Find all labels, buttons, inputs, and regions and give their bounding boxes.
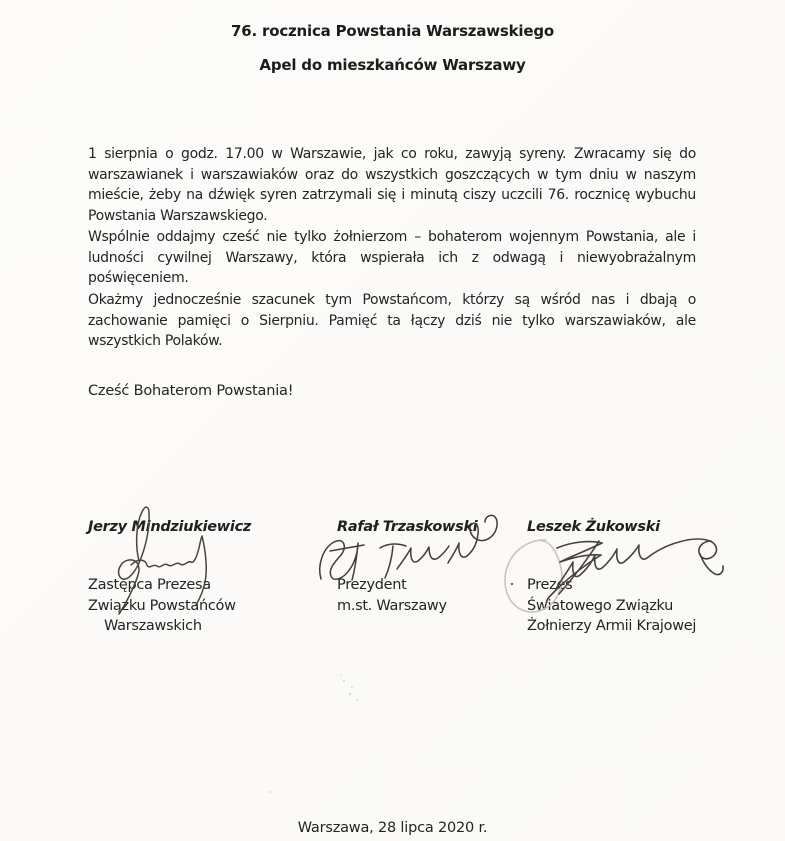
paragraph-tribute: Wspólnie oddajmy cześć nie tylko żołnierzom – bohaterom wojennym Powstania, ale i ludności cywilnej Warszawy, która wspierała ich z odwagą i niewyobrażalnym poświęceniem. [88, 229, 696, 287]
signatory-titles [88, 575, 313, 637]
heading-line-2: Apel do mieszkańców Warszawy [259, 56, 526, 74]
signatory-title-line: Warszawskich [104, 618, 202, 634]
dateline: Warszawa, 28 lipca 2020 r. [297, 820, 488, 836]
signatory-jerzy-mindziukiewicz [88, 519, 313, 637]
signatory-leszek-zukowski [527, 519, 772, 637]
signatory-name: Rafał Trzaskowski [337, 519, 478, 535]
signatory-title-line: Prezydent [337, 577, 407, 593]
signatory-title-line: m.st. Warszawy [337, 597, 447, 614]
signatory-titles [337, 575, 522, 616]
heading-line-1: 76. rocznica Powstania Warszawskiego [231, 22, 554, 40]
salute-line: Cześć Bohaterom Powstania! [88, 383, 294, 399]
signatory-title-line: Związku Powstańców [88, 597, 236, 614]
signatory-rafal-trzaskowski [337, 519, 522, 616]
signatory-title-line: Prezes [527, 577, 573, 593]
signatory-title-line: Zastępca Prezesa [88, 577, 211, 593]
signatory-name: Jerzy Mindziukiewicz [88, 519, 252, 535]
paragraph-sirens: 1 sierpnia o godz. 17.00 w Warszawie, jak co roku, zawyją syreny. Zwracamy się do warszawianek i warszawiaków oraz do wszystkich goszczących w tym dniu w naszym mieście, żeby na dźwięk syren zatrzymali się i minutą ciszy uczcili 76. rocznicę wybuchu Powstania Warszawskiego. [88, 146, 696, 225]
signatory-name: Leszek Żukowski [527, 519, 660, 535]
document-heading [0, 21, 785, 89]
signatory-title-line: Światowego Związku [527, 597, 674, 614]
signatory-title-line: Żołnierzy Armii Krajowej [527, 618, 697, 634]
signatory-titles [527, 575, 772, 637]
paragraph-respect: Okażmy jednocześnie szacunek tym Powstańcom, którzy są wśród nas i dbają o zachowanie pamięci o Sierpniu. Pamięć ta łączy dziś nie tylko warszawiaków, ale wszystkich Polaków. [88, 292, 696, 350]
scan-speckles [269, 674, 358, 793]
